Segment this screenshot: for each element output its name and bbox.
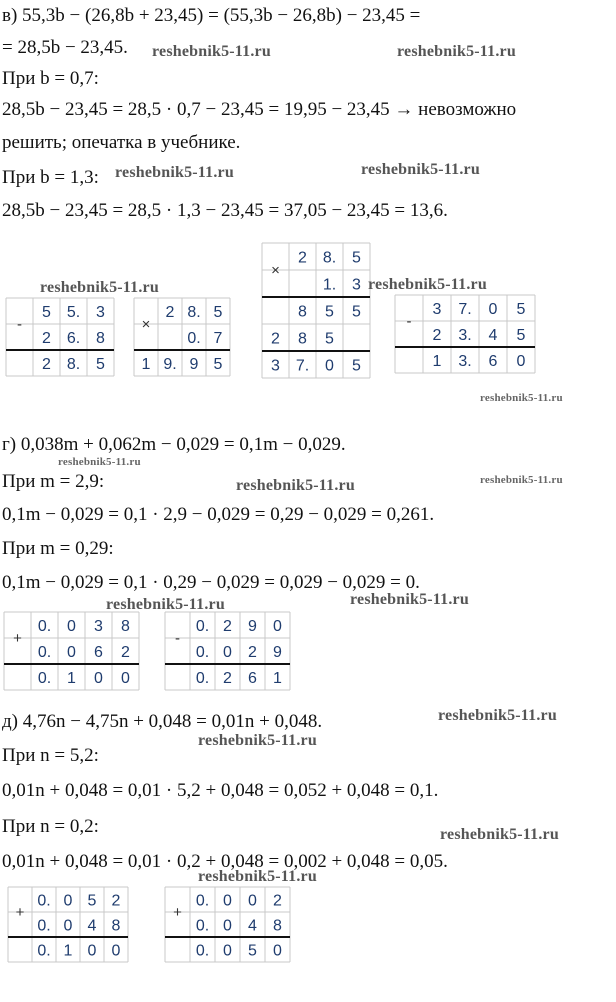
v-b1-label: При b = 0,7:	[2, 68, 99, 89]
d-n1-label: При n = 5,2:	[2, 745, 99, 766]
digit-cell: 0	[223, 917, 232, 935]
watermark: reshebnik5-11.ru	[438, 707, 557, 724]
digit-cell: 5.	[66, 304, 81, 321]
digit-cell: 7.	[295, 357, 310, 375]
digit-cell: 0	[63, 917, 73, 935]
operator-sign: ×	[141, 316, 151, 333]
v-continuation-line: = 28,5b − 23,45.	[2, 37, 128, 58]
digit-cell: 0.	[187, 330, 201, 347]
operator-sign: +	[173, 904, 182, 921]
digit-cell: 9	[189, 356, 199, 373]
column-sub-0-290	[165, 612, 292, 692]
digit-cell: 8.	[187, 304, 201, 321]
digit-cell: 3	[96, 304, 105, 321]
digit-cell: 2	[165, 304, 175, 321]
column-sub-37-05	[395, 295, 537, 375]
watermark: reshebnik5-11.ru	[368, 276, 487, 293]
digit-cell: 9.	[163, 356, 177, 373]
digit-cell: 0.	[195, 670, 210, 687]
watermark: reshebnik5-11.ru	[350, 591, 469, 608]
digit-cell: 3.	[458, 327, 472, 344]
g-header-line: г) 0,038m + 0,062m − 0,029 = 0,1m − 0,029.	[2, 434, 346, 455]
digit-cell: 8	[111, 917, 121, 935]
d-header-line: д) 4,76n − 4,75n + 0,048 = 0,01n + 0,048.	[2, 711, 323, 732]
digit-cell: 1	[141, 356, 151, 373]
digit-cell: 6.	[66, 330, 81, 347]
digit-cell: 3	[352, 276, 361, 294]
digit-cell: 5	[213, 356, 223, 373]
digit-cell: 5	[352, 303, 361, 321]
digit-cell: 0.	[195, 917, 210, 935]
digit-cell: 2	[223, 670, 232, 687]
digit-cell: 0.	[37, 942, 51, 960]
digit-cell: 0	[248, 892, 257, 910]
watermark: reshebnik5-11.ru	[440, 826, 559, 843]
column-add-0-038	[4, 612, 141, 692]
digit-cell: 0	[488, 301, 498, 318]
digit-cell: 7.	[458, 301, 472, 318]
digit-cell: 2	[223, 618, 232, 635]
digit-cell: 8	[273, 917, 282, 935]
v-b1-calc: 28,5b − 23,45 = 28,5 · 0,7 − 23,45 = 19,95 − 23,45 → невозможно	[2, 99, 517, 120]
watermark: reshebnik5-11.ru	[397, 43, 516, 60]
digit-cell: 0	[325, 357, 334, 375]
digit-cell: 0	[273, 942, 282, 960]
digit-cell: 0.	[195, 892, 210, 910]
digit-cell: 2	[42, 356, 51, 373]
digit-cell: 0	[223, 644, 232, 661]
watermark: reshebnik5-11.ru	[198, 868, 317, 885]
watermark: reshebnik5-11.ru	[198, 732, 317, 749]
watermark: reshebnik5-11.ru	[106, 596, 225, 613]
operator-sign: -	[175, 630, 180, 647]
digit-cell: 2	[432, 327, 442, 344]
digit-cell: 5	[352, 249, 361, 267]
digit-cell: 5	[87, 892, 97, 910]
v-header-line: в) 55,3b − (26,8b + 23,45) = (55,3b − 26,8b) − 23,45 =	[2, 5, 421, 26]
operator-sign: +	[15, 904, 25, 921]
digit-cell: 0	[273, 618, 282, 635]
watermark: reshebnik5-11.ru	[40, 279, 159, 296]
v-b2-label: При b = 1,3:	[2, 167, 99, 188]
digit-cell: 5	[325, 303, 334, 321]
watermark: reshebnik5-11.ru	[480, 474, 563, 486]
digit-cell: 1	[67, 670, 76, 687]
digit-cell: 2	[42, 330, 51, 347]
operator-sign: -	[17, 316, 22, 333]
digit-cell: 5	[516, 327, 526, 344]
digit-cell: 0	[94, 670, 103, 687]
digit-cell: 0	[63, 892, 73, 910]
digit-cell: 8.	[66, 356, 81, 373]
digit-cell: 5	[248, 942, 257, 960]
digit-cell: 5	[213, 304, 223, 321]
digit-cell: 6	[94, 644, 103, 661]
v-b2-calc: 28,5b − 23,45 = 28,5 · 1,3 − 23,45 = 37,05 − 23,45 = 13,6.	[2, 200, 448, 221]
watermark: reshebnik5-11.ru	[58, 456, 141, 468]
digit-cell: 7	[213, 330, 223, 347]
digit-cell: 3	[432, 301, 442, 318]
digit-cell: 5	[325, 330, 334, 348]
column-mul-28-5-by-0-7	[134, 298, 232, 378]
digit-cell: 4	[488, 327, 498, 344]
digit-cell: 8.	[322, 249, 337, 267]
digit-cell: 0	[223, 942, 232, 960]
watermark: reshebnik5-11.ru	[152, 43, 271, 60]
digit-cell: 2	[271, 330, 280, 348]
digit-cell: 2	[273, 892, 282, 910]
g-m2-calc: 0,1m − 0,029 = 0,1 · 0,29 − 0,029 = 0,029 − 0,029 = 0.	[2, 572, 420, 593]
digit-cell: 0	[67, 644, 76, 661]
digit-cell: 0	[121, 670, 130, 687]
digit-cell: 2	[121, 644, 130, 661]
column-add-0-052	[8, 887, 130, 964]
d-n2-calc: 0,01n + 0,048 = 0,01 · 0,2 + 0,048 = 0,002 + 0,048 = 0,05.	[2, 851, 448, 872]
digit-cell: 4	[248, 917, 257, 935]
digit-cell: 9	[273, 644, 282, 661]
digit-cell: 3	[94, 618, 103, 635]
digit-cell: 6	[248, 670, 257, 687]
digit-cell: 0.	[37, 892, 51, 910]
digit-cell: 0.	[37, 644, 52, 661]
digit-cell: 8	[96, 330, 105, 347]
digit-cell: 0	[516, 353, 526, 370]
g-m1-label: При m = 2,9:	[2, 471, 105, 492]
digit-cell: 0	[67, 618, 76, 635]
column-mul-28-5-by-1-3	[262, 243, 372, 380]
g-m2-label: При m = 0,29:	[2, 538, 114, 559]
digit-cell: 2	[248, 644, 257, 661]
digit-cell: 8	[121, 618, 130, 635]
watermark: reshebnik5-11.ru	[236, 477, 355, 494]
digit-cell: 2	[298, 249, 307, 267]
digit-cell: 1	[273, 670, 282, 687]
digit-cell: 2	[111, 892, 121, 910]
digit-cell: 0.	[37, 670, 52, 687]
digit-cell: 0.	[37, 618, 52, 635]
digit-cell: 8	[298, 330, 307, 348]
digit-cell: 1	[63, 942, 73, 960]
digit-cell: 6	[488, 353, 498, 370]
digit-cell: 3	[271, 357, 280, 375]
digit-cell: 5	[42, 304, 51, 321]
digit-cell: 0.	[37, 917, 51, 935]
d-n2-label: При n = 0,2:	[2, 816, 99, 837]
digit-cell: 0	[223, 892, 232, 910]
digit-cell: 4	[87, 917, 97, 935]
column-sub-55-3	[6, 298, 116, 378]
digit-cell: 9	[248, 618, 257, 635]
g-m1-calc: 0,1m − 0,029 = 0,1 · 2,9 − 0,029 = 0,29 − 0,029 = 0,261.	[2, 504, 435, 525]
d-n1-calc: 0,01n + 0,048 = 0,01 · 5,2 + 0,048 = 0,052 + 0,048 = 0,1.	[2, 780, 439, 801]
operator-sign: +	[13, 630, 22, 647]
v-b1-note: решить; опечатка в учебнике.	[2, 132, 241, 153]
digit-cell: 0	[111, 942, 121, 960]
watermark: reshebnik5-11.ru	[361, 161, 480, 178]
digit-cell: 5	[96, 356, 105, 373]
digit-cell: 0.	[195, 644, 210, 661]
digit-cell: 0	[87, 942, 97, 960]
digit-cell: 8	[298, 303, 307, 321]
watermark: reshebnik5-11.ru	[115, 164, 234, 181]
digit-cell: 1.	[322, 276, 337, 294]
digit-cell: 5	[352, 357, 361, 375]
operator-sign: -	[406, 313, 412, 330]
operator-sign: ×	[271, 262, 280, 279]
digit-cell: 0.	[195, 618, 210, 635]
column-add-0-002	[165, 887, 292, 964]
digit-cell: 5	[516, 301, 526, 318]
digit-cell: 3.	[458, 353, 472, 370]
digit-cell: 1	[432, 353, 442, 370]
digit-cell: 0.	[195, 942, 210, 960]
watermark: reshebnik5-11.ru	[480, 392, 563, 404]
